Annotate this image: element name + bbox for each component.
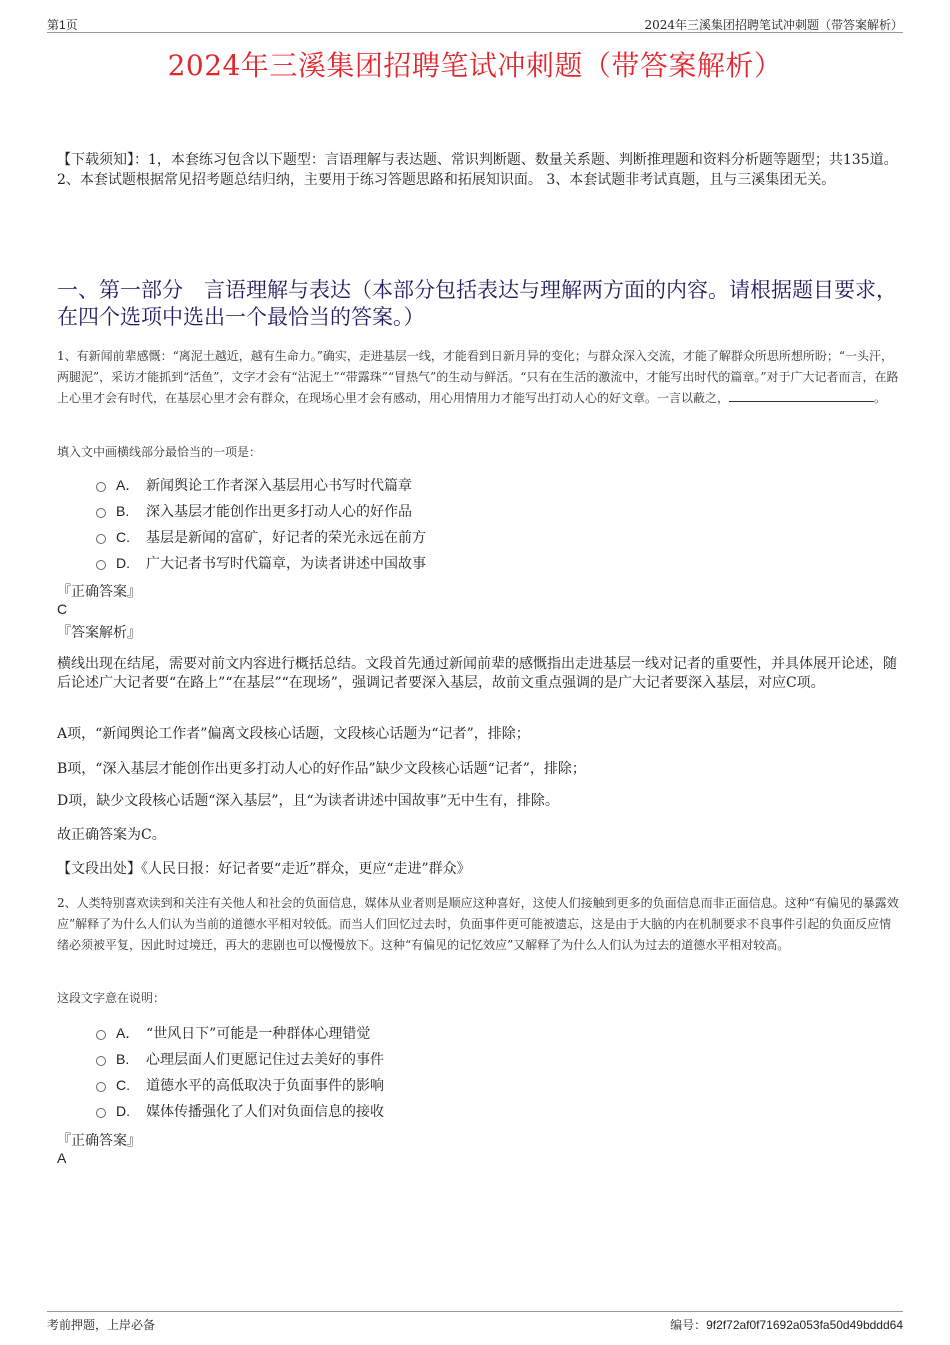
section-heading: 一、第一部分 言语理解与表达（本部分包括表达与理解两方面的内容。请根据题目要求，在四个选项中选出一个最恰当的答案。） [57, 278, 897, 329]
radio-icon[interactable] [96, 1030, 106, 1040]
document-title: 2024年三溪集团招聘笔试冲刺题（带答案解析） [167, 49, 783, 82]
answer-value: A [57, 1150, 67, 1166]
question-2-options [96, 1020, 384, 1124]
option-d-note: D项，缺少文段核心话题“深入基层”，且“为读者讲述中国故事”无中生有，排除。 [57, 793, 559, 809]
footer-code: 编号：9f2f72af0f71692a053fa50d49bddd64 [670, 1318, 903, 1332]
question-2-text: 2、人类特别喜欢读到和关注有关他人和社会的负面信息，媒体从业者则是顺应这种喜好，这使人们接触到更多的负面信息而非正面信息。这种“有偏见的暴露效应”解释了为什么人们认为当前的道德水平相对较低。而当人们回忆过去时，负面事件更可能被遗忘，这是由于大脑的内在机制要求不良事件引起的负面反应情绪必须被平复，因此时过境迁，再大的悲剧也可以慢慢放下。这种“有偏见的记忆效应”又解释了为什么人们认为过去的道德水平相对较高。 [57, 896, 899, 952]
radio-icon[interactable] [96, 508, 106, 518]
radio-icon[interactable] [96, 560, 106, 570]
analysis-text: 横线出现在结尾，需要对前文内容进行概括总结。文段首先通过新闻前辈的感慨指出走进基层一线对记者的重要性，并具体展开论述，随后论述广大记者要“在路上”“在基层”“在现场”，强调记者要深入基层，故前文重点强调的是广大记者要深入基层，对应C项。 [57, 656, 897, 691]
option-d[interactable]: D. 媒体传播强化了人们对负面信息的接收 [96, 1098, 384, 1124]
option-b[interactable]: B. 深入基层才能创作出更多打动人心的好作品 [96, 498, 426, 524]
option-b[interactable]: B. 心理层面人们更愿记住过去美好的事件 [96, 1046, 384, 1072]
option-b-note: B项，“深入基层才能创作出更多打动人心的好作品”缺少文段核心话题“记者”，排除； [57, 761, 586, 777]
radio-icon[interactable] [96, 534, 106, 544]
question-1-options [96, 472, 426, 576]
answer-value: C [57, 601, 68, 617]
answer-label: 『正确答案』 [57, 1133, 141, 1149]
option-d[interactable]: D. 广大记者书写时代篇章，为读者讲述中国故事 [96, 550, 426, 576]
header-doc-title: 2024年三溪集团招聘笔试冲刺题（带答案解析） [644, 18, 903, 32]
option-c[interactable]: C. 基层是新闻的富矿，好记者的荣光永远在前方 [96, 524, 426, 550]
option-c[interactable]: C. 道德水平的高低取决于负面事件的影响 [96, 1072, 384, 1098]
download-notice: 【下载须知】：1，本套练习包含以下题型：言语理解与表达题、常识判断题、数量关系题、判断推理题和资料分析题等题型；共135道。 2、本套试题根据常见招考题总结归纳，主要用于练习答题思路和拓展知识面。 3、本套试题非考试真题，且与三溪集团无关。 [57, 152, 898, 188]
question-1-prompt: 填入文中画横线部分最恰当的一项是： [57, 445, 262, 459]
radio-icon[interactable] [96, 1082, 106, 1092]
question-1-text: 1、有新闻前辈感慨：“离泥土越近，越有生命力。”确实，走进基层一线，才能看到日新月异的变化；与群众深入交流，才能了解群众所思所想所盼；“一头汗，两腿泥”，采访才能抓到“活鱼”，文字才会有“沾泥土”“带露珠”“冒热气”的生动与鲜活。“只有在生活的激流中，才能写出时代的篇章。”对于广大记者而言，在路上心里才会有时代，在基层心里才会有群众，在现场心里才会有感动，用心用情用力才能写出打动人心的好文章。一言以蔽之， 。 [57, 349, 899, 405]
radio-icon[interactable] [96, 482, 106, 492]
radio-icon[interactable] [96, 1108, 106, 1118]
footer-slogan: 考前押题，上岸必备 [47, 1318, 156, 1332]
page-footer [47, 1311, 903, 1332]
option-a-note: A项，“新闻舆论工作者”偏离文段核心话题，文段核心话题为“记者”，排除； [57, 726, 530, 742]
page-number: 第1页 [47, 18, 78, 32]
question-2-prompt: 这段文字意在说明： [57, 991, 166, 1005]
answer-label: 『正确答案』 [57, 584, 141, 600]
fill-blank [729, 389, 874, 402]
page-header [47, 14, 903, 33]
conclusion: 故正确答案为C。 [57, 827, 166, 843]
option-a[interactable]: A． “世风日下”可能是一种群体心理错觉 [96, 1020, 384, 1046]
source-note: 【文段出处】《人民日报：好记者要“走近”群众，更应“走进”群众》 [57, 861, 471, 877]
radio-icon[interactable] [96, 1056, 106, 1066]
option-a[interactable]: A． 新闻舆论工作者深入基层用心书写时代篇章 [96, 472, 426, 498]
analysis-label: 『答案解析』 [57, 625, 141, 641]
